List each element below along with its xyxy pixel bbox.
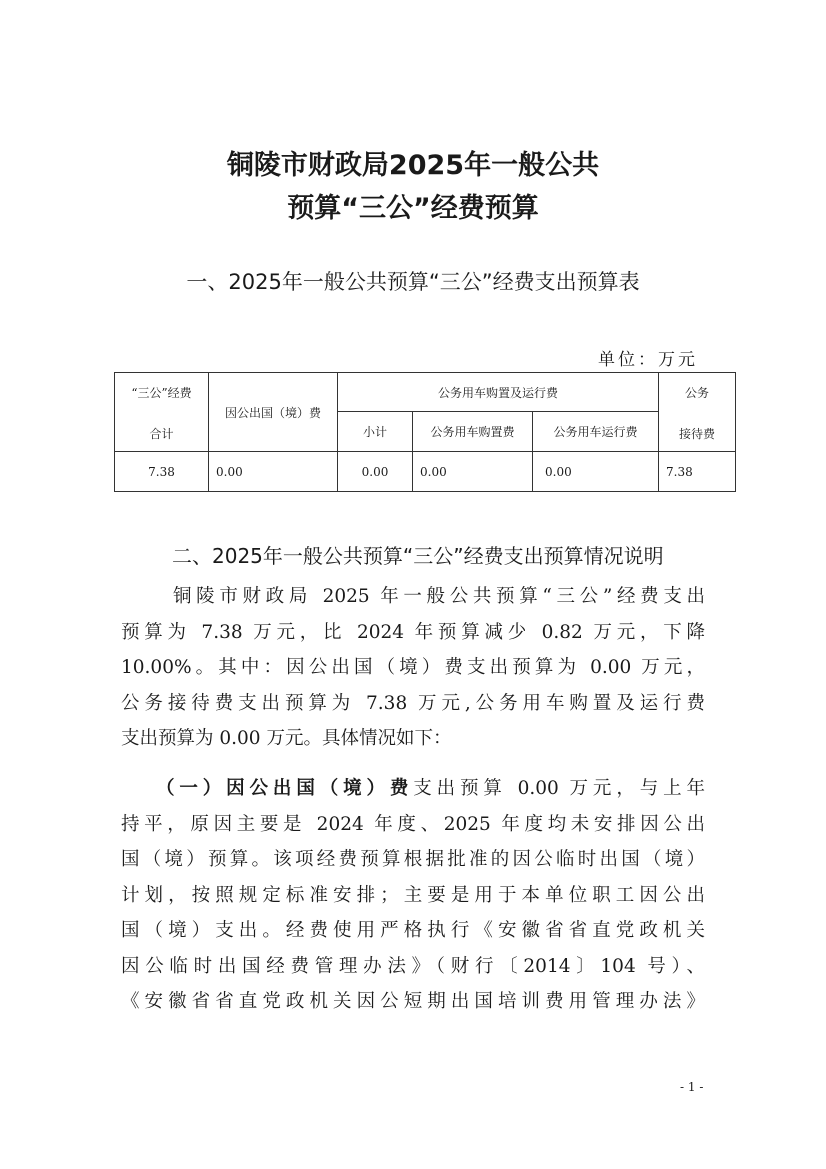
header-reception-line2: 接待费 [678, 427, 715, 441]
header-vehicle-purchase: 公务用车购置费 [413, 412, 533, 452]
overseas-subheading: （一）因公出国（境）费 [156, 778, 414, 799]
header-reception-line1: 公务 [684, 386, 709, 400]
paragraph-line: 计划，按照规定标准安排；主要是用于本单位职工因公出 [121, 884, 705, 906]
paragraph-line: 《安徽省省直党政机关因公短期出国培训费用管理办法》 [121, 991, 705, 1012]
three-public-budget-table [114, 372, 736, 492]
section2-heading: 二、2025年一般公共预算“三公”经费支出预算情况说明 [172, 544, 664, 568]
paragraph-line: 公务接待费支出预算为 7.38 万元,公务用车购置及运行费 [121, 692, 705, 714]
paragraph-line: 10.00%。其中：因公出国（境）费支出预算为 0.00 万元， [121, 657, 705, 678]
table-header-row [115, 373, 736, 412]
section1-heading: 一、2025年一般公共预算“三公”经费支出预算表 [186, 270, 640, 294]
cell-reception: 7.38 [659, 452, 736, 492]
cell-overseas: 0.00 [209, 452, 338, 492]
cell-total: 7.38 [115, 452, 209, 492]
paragraph-line-lead [121, 771, 705, 807]
header-reception [659, 373, 736, 452]
document-title-line2: 预算“三公”经费预算 [287, 193, 539, 224]
paragraph-line: 持平，原因主要是 2024 年度、2025 年度均未安排因公出 [121, 813, 705, 835]
paragraph-line: 国（境）预算。该项经费预算根据批准的因公临时出国（境） [121, 849, 705, 870]
header-total-line1: “三公”经费 [131, 386, 192, 400]
header-total-line2: 合计 [149, 427, 174, 441]
cell-vehicle-subtotal: 0.00 [338, 452, 413, 492]
document-title-line1: 铜陵市财政局2025年一般公共 [226, 150, 600, 181]
unit-label: 单位：万元 [598, 350, 698, 370]
paragraph-line: 支出预算为 0.00 万元。具体情况如下： [121, 728, 452, 749]
header-vehicle-operation: 公务用车运行费 [533, 412, 659, 452]
paragraph-text: 支出预算 0.00 万元，与上年 [413, 778, 705, 799]
header-overseas: 因公出国（境）费 [209, 373, 338, 452]
paragraph-line: 铜陵市财政局 2025 年一般公共预算“三公”经费支出 [173, 586, 705, 607]
header-vehicle-subtotal: 小计 [338, 412, 413, 452]
cell-vehicle-operation: 0.00 [533, 452, 659, 492]
cell-vehicle-purchase: 0.00 [413, 452, 533, 492]
page-number: - 1 - [680, 1080, 704, 1094]
paragraph-overseas [121, 771, 705, 1020]
header-total [115, 373, 209, 452]
table-row [115, 452, 736, 492]
paragraph-summary [121, 579, 705, 757]
paragraph-line: 国（境）支出。经费使用严格执行《安徽省省直党政机关 [121, 920, 705, 941]
paragraph-line: 因公临时出国经费管理办法》（财行〔2014〕104 号）、 [121, 955, 705, 977]
paragraph-line: 预算为 7.38 万元，比 2024 年预算减少 0.82 万元，下降 [121, 621, 705, 643]
header-vehicle-group: 公务用车购置及运行费 [338, 373, 659, 412]
